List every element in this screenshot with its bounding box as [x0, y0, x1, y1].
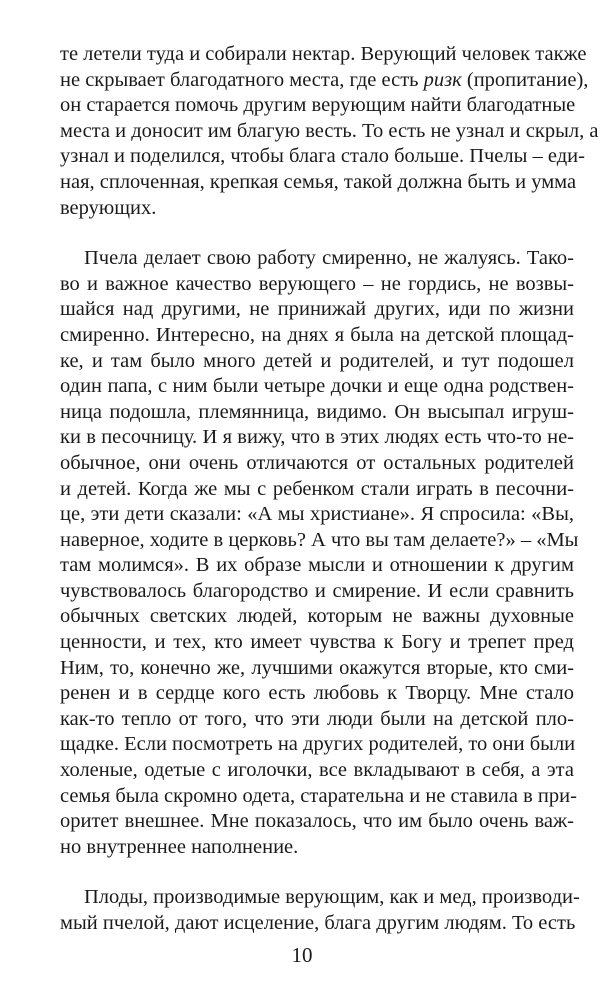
text-line: це, эти дети сказали: «А мы христиане». Я спросила: «Вы,	[60, 503, 574, 526]
paragraph-1	[60, 42, 599, 221]
text-line: ница подошла, племянница, видимо. Он высыпал игруш-	[60, 400, 574, 423]
text-line: один папа, с ним были четыре дочки и еще одна родствен-	[60, 375, 574, 398]
text-line: холеные, одетые с иголочки, все вкладывают в себя, а эта	[60, 759, 574, 782]
text-line: обычных светских людей, которым не важны духовные	[60, 605, 574, 628]
text-line: обычное, они очень отличаются от остальных родителей	[60, 451, 574, 474]
text-line: Пчела делает свою работу смиренно, не жалуясь. Тако-	[84, 247, 574, 270]
rizk-term: ризк	[423, 68, 462, 91]
page-text	[60, 42, 599, 962]
rizk-translation: (пропитание),	[461, 68, 589, 91]
page-number: 10	[291, 943, 313, 967]
text-line: ная, сплоченная, крепкая семья, такой должна быть и умма	[60, 170, 577, 193]
text-line: но внутреннее наполнение.	[60, 835, 299, 858]
text-line: верующих.	[60, 196, 157, 219]
text-line: места и доносит им благую весть. То есть не узнал и скрыл, а	[60, 119, 599, 142]
text-line: ценности, и тех, кто имеет чувства к Богу и трепет пред	[60, 631, 574, 654]
text-line: семья была скромно одета, старательна и не ставила в при-	[60, 784, 577, 807]
text-line: как-то тепло от того, что эти люди были на детской пло-	[60, 707, 574, 730]
text-line: узнал и поделился, чтобы блага стало больше. Пчелы – еди-	[60, 145, 585, 168]
text-line: мый пчелой, дают исцеление, блага другим людям. То есть	[60, 912, 576, 934]
text-line	[60, 68, 589, 94]
paragraph-2	[60, 246, 579, 860]
text-line: ке, и там было много детей и родителей, и тут подошел	[60, 349, 574, 372]
text-line: и детей. Когда же мы с ребенком стали играть в песочни-	[60, 477, 574, 500]
text-line: во и важное качество верующего – не гордись, не возвы-	[60, 272, 574, 295]
text-line: смиренно. Интересно, на днях я была на детской площад-	[60, 323, 574, 346]
text-line: он старается помочь другим верующим найти благодатные	[60, 94, 576, 117]
text-line: Плоды, производимые верующим, как и мед, производи-	[84, 886, 580, 909]
paragraph-3	[60, 885, 580, 936]
text-line: те летели туда и собирали нектар. Верующий человек также	[60, 43, 587, 65]
text-line: шайся над другими, не принижай других, иди по жизни	[60, 298, 574, 321]
text-line: там молимся». В их образе мысли и отношении к другим	[60, 554, 574, 577]
text-line: чувствовалось благородство и смирение. И если сравнить	[60, 579, 574, 602]
text-line-start: не скрывает благодатного места, где есть	[60, 68, 424, 91]
text-line: ки в песочницу. И я вижу, что в этих людях есть что-то не-	[60, 426, 574, 449]
text-line: щадке. Если посмотреть на других родителей, то они были	[60, 733, 576, 756]
text-line: Ним, то, конечно же, лучшими окажутся вторые, кто сми-	[60, 656, 574, 679]
text-line: оритет внешнее. Мне показалось, что им было очень важ-	[60, 810, 574, 833]
text-line: ренен и в сердце кого есть любовь к Творцу. Мне стало	[60, 682, 574, 705]
text-line: наверное, ходите в церковь? А что вы там делаете?» – «Мы	[60, 528, 579, 551]
